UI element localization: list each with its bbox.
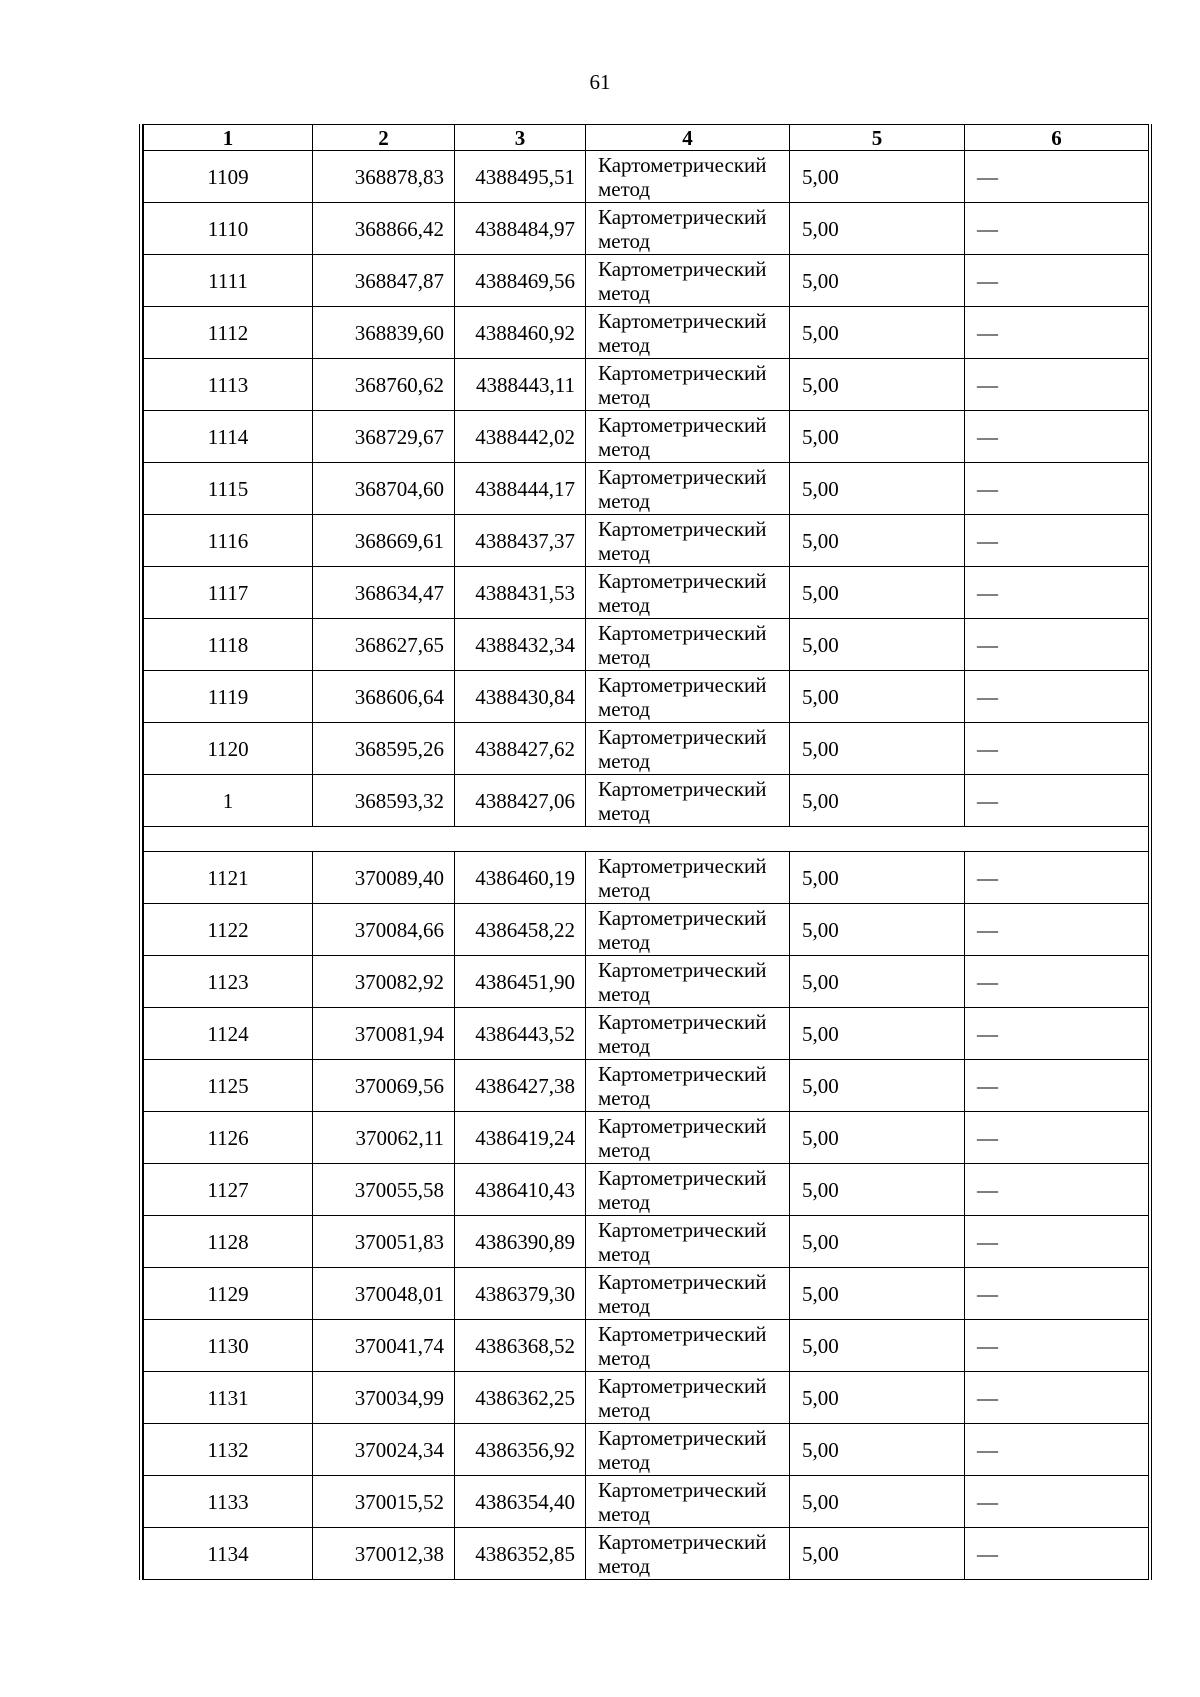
x-coordinate-cell: 370055,58: [313, 1164, 455, 1216]
x-coordinate-cell: 370024,34: [313, 1424, 455, 1476]
y-coordinate-cell: 4388432,34: [455, 619, 586, 671]
method-line-1: Картометрический: [598, 620, 767, 645]
method-cell: [586, 1476, 790, 1528]
accuracy-cell: 5,00: [790, 1372, 965, 1424]
y-coordinate-cell: 4388427,06: [455, 775, 586, 827]
method-line-2: метод: [598, 1553, 651, 1578]
method-line-2: метод: [598, 1397, 651, 1422]
method-cell: [586, 307, 790, 359]
point-number-cell: 1126: [144, 1112, 313, 1164]
method-line-1: Картометрический: [598, 1425, 767, 1450]
coordinates-table: [143, 124, 1149, 1580]
point-number-cell: 1112: [144, 307, 313, 359]
point-number-cell: 1110: [144, 203, 313, 255]
y-coordinate-cell: 4386419,24: [455, 1112, 586, 1164]
description-cell: —: [965, 203, 1149, 255]
point-number-cell: 1111: [144, 255, 313, 307]
x-coordinate-cell: 370081,94: [313, 1008, 455, 1060]
method-line-1: Картометрический: [598, 1269, 767, 1294]
method-line-1: Картометрический: [598, 464, 767, 489]
accuracy-cell: 5,00: [790, 852, 965, 904]
description-cell: —: [965, 775, 1149, 827]
separator-cell: [144, 827, 1149, 852]
table-body: [144, 151, 1149, 1580]
method-cell: [586, 1320, 790, 1372]
y-coordinate-cell: 4386410,43: [455, 1164, 586, 1216]
method-line-1: Картометрический: [598, 1373, 767, 1398]
accuracy-cell: 5,00: [790, 956, 965, 1008]
accuracy-cell: 5,00: [790, 1060, 965, 1112]
method-line-1: Картометрический: [598, 1009, 767, 1034]
point-number-cell: 1129: [144, 1268, 313, 1320]
method-cell: [586, 723, 790, 775]
description-cell: —: [965, 671, 1149, 723]
header-cell: 3: [455, 125, 586, 151]
method-cell: [586, 1528, 790, 1580]
method-line-2: метод: [598, 1293, 651, 1318]
accuracy-cell: 5,00: [790, 671, 965, 723]
method-line-1: Картометрический: [598, 853, 767, 878]
accuracy-cell: 5,00: [790, 151, 965, 203]
y-coordinate-cell: 4386390,89: [455, 1216, 586, 1268]
x-coordinate-cell: 370051,83: [313, 1216, 455, 1268]
point-number-cell: 1131: [144, 1372, 313, 1424]
y-coordinate-cell: 4388484,97: [455, 203, 586, 255]
method-line-2: метод: [598, 436, 651, 461]
method-cell: [586, 1424, 790, 1476]
method-line-1: Картометрический: [598, 1113, 767, 1138]
method-cell: [586, 852, 790, 904]
accuracy-cell: 5,00: [790, 1476, 965, 1528]
method-line-1: Картометрический: [598, 308, 767, 333]
method-line-2: метод: [598, 280, 651, 305]
accuracy-cell: 5,00: [790, 775, 965, 827]
x-coordinate-cell: 370069,56: [313, 1060, 455, 1112]
x-coordinate-cell: 368593,32: [313, 775, 455, 827]
method-cell: [586, 151, 790, 203]
accuracy-cell: 5,00: [790, 307, 965, 359]
x-coordinate-cell: 368669,61: [313, 515, 455, 567]
method-line-2: метод: [598, 1241, 651, 1266]
method-line-1: Картометрический: [598, 724, 767, 749]
accuracy-cell: 5,00: [790, 1216, 965, 1268]
method-line-2: метод: [598, 800, 651, 825]
y-coordinate-cell: 4386460,19: [455, 852, 586, 904]
accuracy-cell: 5,00: [790, 1164, 965, 1216]
accuracy-cell: 5,00: [790, 1320, 965, 1372]
point-number-cell: 1113: [144, 359, 313, 411]
method-line-2: метод: [598, 384, 651, 409]
y-coordinate-cell: 4386362,25: [455, 1372, 586, 1424]
x-coordinate-cell: 368634,47: [313, 567, 455, 619]
description-cell: —: [965, 1372, 1149, 1424]
method-line-2: метод: [598, 228, 651, 253]
y-coordinate-cell: 4388431,53: [455, 567, 586, 619]
table-row: [144, 1060, 1149, 1112]
accuracy-cell: 5,00: [790, 723, 965, 775]
table-row: [144, 904, 1149, 956]
description-cell: —: [965, 852, 1149, 904]
description-cell: —: [965, 463, 1149, 515]
y-coordinate-cell: 4388442,02: [455, 411, 586, 463]
header-cell: 6: [965, 125, 1149, 151]
method-line-2: метод: [598, 1033, 651, 1058]
header-cell: 1: [144, 125, 313, 151]
point-number-cell: 1130: [144, 1320, 313, 1372]
table-row: [144, 567, 1149, 619]
table-row: [144, 1216, 1149, 1268]
x-coordinate-cell: 368866,42: [313, 203, 455, 255]
point-number-cell: 1118: [144, 619, 313, 671]
description-cell: —: [965, 1112, 1149, 1164]
point-number-cell: 1132: [144, 1424, 313, 1476]
point-number-cell: 1133: [144, 1476, 313, 1528]
x-coordinate-cell: 368878,83: [313, 151, 455, 203]
x-coordinate-cell: 368627,65: [313, 619, 455, 671]
point-number-cell: 1121: [144, 852, 313, 904]
method-cell: [586, 567, 790, 619]
method-line-2: метод: [598, 696, 651, 721]
table-row: [144, 463, 1149, 515]
point-number-cell: 1114: [144, 411, 313, 463]
description-cell: —: [965, 567, 1149, 619]
x-coordinate-cell: 370082,92: [313, 956, 455, 1008]
description-cell: —: [965, 151, 1149, 203]
description-cell: —: [965, 619, 1149, 671]
method-line-2: метод: [598, 176, 651, 201]
accuracy-cell: 5,00: [790, 463, 965, 515]
table-row: [144, 151, 1149, 203]
x-coordinate-cell: 370015,52: [313, 1476, 455, 1528]
method-cell: [586, 1216, 790, 1268]
description-cell: —: [965, 1320, 1149, 1372]
table-row: [144, 411, 1149, 463]
point-number-cell: 1115: [144, 463, 313, 515]
y-coordinate-cell: 4388430,84: [455, 671, 586, 723]
y-coordinate-cell: 4388495,51: [455, 151, 586, 203]
accuracy-cell: 5,00: [790, 255, 965, 307]
accuracy-cell: 5,00: [790, 1112, 965, 1164]
description-cell: —: [965, 904, 1149, 956]
y-coordinate-cell: 4388444,17: [455, 463, 586, 515]
method-cell: [586, 775, 790, 827]
description-cell: —: [965, 255, 1149, 307]
x-coordinate-cell: 368839,60: [313, 307, 455, 359]
description-cell: —: [965, 1424, 1149, 1476]
table-row: [144, 723, 1149, 775]
x-coordinate-cell: 370089,40: [313, 852, 455, 904]
x-coordinate-cell: 370041,74: [313, 1320, 455, 1372]
method-line-2: метод: [598, 1449, 651, 1474]
description-cell: —: [965, 359, 1149, 411]
table-row: [144, 852, 1149, 904]
x-coordinate-cell: 370034,99: [313, 1372, 455, 1424]
table-row: [144, 1320, 1149, 1372]
y-coordinate-cell: 4386354,40: [455, 1476, 586, 1528]
point-number-cell: 1123: [144, 956, 313, 1008]
accuracy-cell: 5,00: [790, 359, 965, 411]
method-line-2: метод: [598, 332, 651, 357]
method-line-2: метод: [598, 540, 651, 565]
method-cell: [586, 619, 790, 671]
method-line-1: Картометрический: [598, 1165, 767, 1190]
method-line-2: метод: [598, 981, 651, 1006]
table-row: [144, 956, 1149, 1008]
table-row: [144, 671, 1149, 723]
accuracy-cell: 5,00: [790, 1268, 965, 1320]
accuracy-cell: 5,00: [790, 1008, 965, 1060]
description-cell: —: [965, 956, 1149, 1008]
x-coordinate-cell: 368729,67: [313, 411, 455, 463]
description-cell: —: [965, 1476, 1149, 1528]
method-cell: [586, 255, 790, 307]
x-coordinate-cell: 368847,87: [313, 255, 455, 307]
table-row: [144, 1164, 1149, 1216]
y-coordinate-cell: 4388437,37: [455, 515, 586, 567]
page-number: 61: [589, 70, 611, 94]
point-number-cell: 1134: [144, 1528, 313, 1580]
method-line-1: Картометрический: [598, 412, 767, 437]
method-cell: [586, 1060, 790, 1112]
method-line-1: Картометрический: [598, 1321, 767, 1346]
accuracy-cell: 5,00: [790, 411, 965, 463]
table-header-row: [144, 125, 1149, 151]
method-cell: [586, 1164, 790, 1216]
x-coordinate-cell: 370048,01: [313, 1268, 455, 1320]
table-row: [144, 1372, 1149, 1424]
point-number-cell: 1116: [144, 515, 313, 567]
method-line-1: Картометрический: [598, 152, 767, 177]
table-row: [144, 619, 1149, 671]
method-cell: [586, 515, 790, 567]
method-cell: [586, 203, 790, 255]
method-cell: [586, 1008, 790, 1060]
method-line-2: метод: [598, 929, 651, 954]
method-cell: [586, 671, 790, 723]
method-line-2: метод: [598, 488, 651, 513]
point-number-cell: 1124: [144, 1008, 313, 1060]
description-cell: —: [965, 307, 1149, 359]
y-coordinate-cell: 4388469,56: [455, 255, 586, 307]
description-cell: —: [965, 1216, 1149, 1268]
method-cell: [586, 411, 790, 463]
y-coordinate-cell: 4386443,52: [455, 1008, 586, 1060]
x-coordinate-cell: 370084,66: [313, 904, 455, 956]
method-cell: [586, 1372, 790, 1424]
accuracy-cell: 5,00: [790, 567, 965, 619]
x-coordinate-cell: 368760,62: [313, 359, 455, 411]
method-line-2: метод: [598, 644, 651, 669]
coordinates-table-frame: [139, 124, 1152, 1580]
method-line-2: метод: [598, 748, 651, 773]
method-line-1: Картометрический: [598, 1529, 767, 1554]
method-line-1: Картометрический: [598, 1217, 767, 1242]
table-row: [144, 1268, 1149, 1320]
method-cell: [586, 1268, 790, 1320]
accuracy-cell: 5,00: [790, 515, 965, 567]
y-coordinate-cell: 4386368,52: [455, 1320, 586, 1372]
accuracy-cell: 5,00: [790, 1528, 965, 1580]
method-cell: [586, 904, 790, 956]
y-coordinate-cell: 4388427,62: [455, 723, 586, 775]
table-row: [144, 1424, 1149, 1476]
point-number-cell: 1109: [144, 151, 313, 203]
y-coordinate-cell: 4386356,92: [455, 1424, 586, 1476]
x-coordinate-cell: 370062,11: [313, 1112, 455, 1164]
description-cell: —: [965, 1528, 1149, 1580]
description-cell: —: [965, 1008, 1149, 1060]
method-line-1: Картометрический: [598, 516, 767, 541]
x-coordinate-cell: 368704,60: [313, 463, 455, 515]
method-line-1: Картометрический: [598, 256, 767, 281]
accuracy-cell: 5,00: [790, 1424, 965, 1476]
method-line-2: метод: [598, 1085, 651, 1110]
description-cell: —: [965, 1164, 1149, 1216]
table-row: [144, 359, 1149, 411]
accuracy-cell: 5,00: [790, 203, 965, 255]
point-number-cell: 1119: [144, 671, 313, 723]
method-line-2: метод: [598, 1345, 651, 1370]
method-line-2: метод: [598, 1137, 651, 1162]
description-cell: —: [965, 411, 1149, 463]
method-cell: [586, 1112, 790, 1164]
y-coordinate-cell: 4386427,38: [455, 1060, 586, 1112]
x-coordinate-cell: 368595,26: [313, 723, 455, 775]
point-number-cell: 1128: [144, 1216, 313, 1268]
header-cell: 5: [790, 125, 965, 151]
table-row: [144, 1528, 1149, 1580]
y-coordinate-cell: 4388443,11: [455, 359, 586, 411]
point-number-cell: 1127: [144, 1164, 313, 1216]
method-line-2: метод: [598, 877, 651, 902]
point-number-cell: 1117: [144, 567, 313, 619]
method-line-1: Картометрический: [598, 672, 767, 697]
accuracy-cell: 5,00: [790, 619, 965, 671]
table-row: [144, 203, 1149, 255]
table-row: [144, 515, 1149, 567]
method-line-1: Картометрический: [598, 905, 767, 930]
point-number-cell: 1: [144, 775, 313, 827]
y-coordinate-cell: 4386352,85: [455, 1528, 586, 1580]
description-cell: —: [965, 723, 1149, 775]
method-line-1: Картометрический: [598, 1061, 767, 1086]
table-row: [144, 1476, 1149, 1528]
point-number-cell: 1120: [144, 723, 313, 775]
table-row: [144, 1112, 1149, 1164]
header-cell: 4: [586, 125, 790, 151]
table-row: [144, 1008, 1149, 1060]
method-cell: [586, 463, 790, 515]
point-number-cell: 1125: [144, 1060, 313, 1112]
y-coordinate-cell: 4388460,92: [455, 307, 586, 359]
method-cell: [586, 956, 790, 1008]
method-line-1: Картометрический: [598, 1477, 767, 1502]
table-separator-row: [144, 827, 1149, 852]
method-line-1: Картометрический: [598, 957, 767, 982]
point-number-cell: 1122: [144, 904, 313, 956]
y-coordinate-cell: 4386451,90: [455, 956, 586, 1008]
y-coordinate-cell: 4386458,22: [455, 904, 586, 956]
table-row: [144, 307, 1149, 359]
description-cell: —: [965, 515, 1149, 567]
table-row: [144, 255, 1149, 307]
description-cell: —: [965, 1060, 1149, 1112]
table-row: [144, 775, 1149, 827]
accuracy-cell: 5,00: [790, 904, 965, 956]
method-line-1: Картометрический: [598, 204, 767, 229]
method-line-2: метод: [598, 1501, 651, 1526]
description-cell: —: [965, 1268, 1149, 1320]
method-line-1: Картометрический: [598, 360, 767, 385]
header-cell: 2: [313, 125, 455, 151]
method-cell: [586, 359, 790, 411]
x-coordinate-cell: 368606,64: [313, 671, 455, 723]
y-coordinate-cell: 4386379,30: [455, 1268, 586, 1320]
method-line-2: метод: [598, 592, 651, 617]
method-line-1: Картометрический: [598, 568, 767, 593]
x-coordinate-cell: 370012,38: [313, 1528, 455, 1580]
method-line-1: Картометрический: [598, 776, 767, 801]
method-line-2: метод: [598, 1189, 651, 1214]
